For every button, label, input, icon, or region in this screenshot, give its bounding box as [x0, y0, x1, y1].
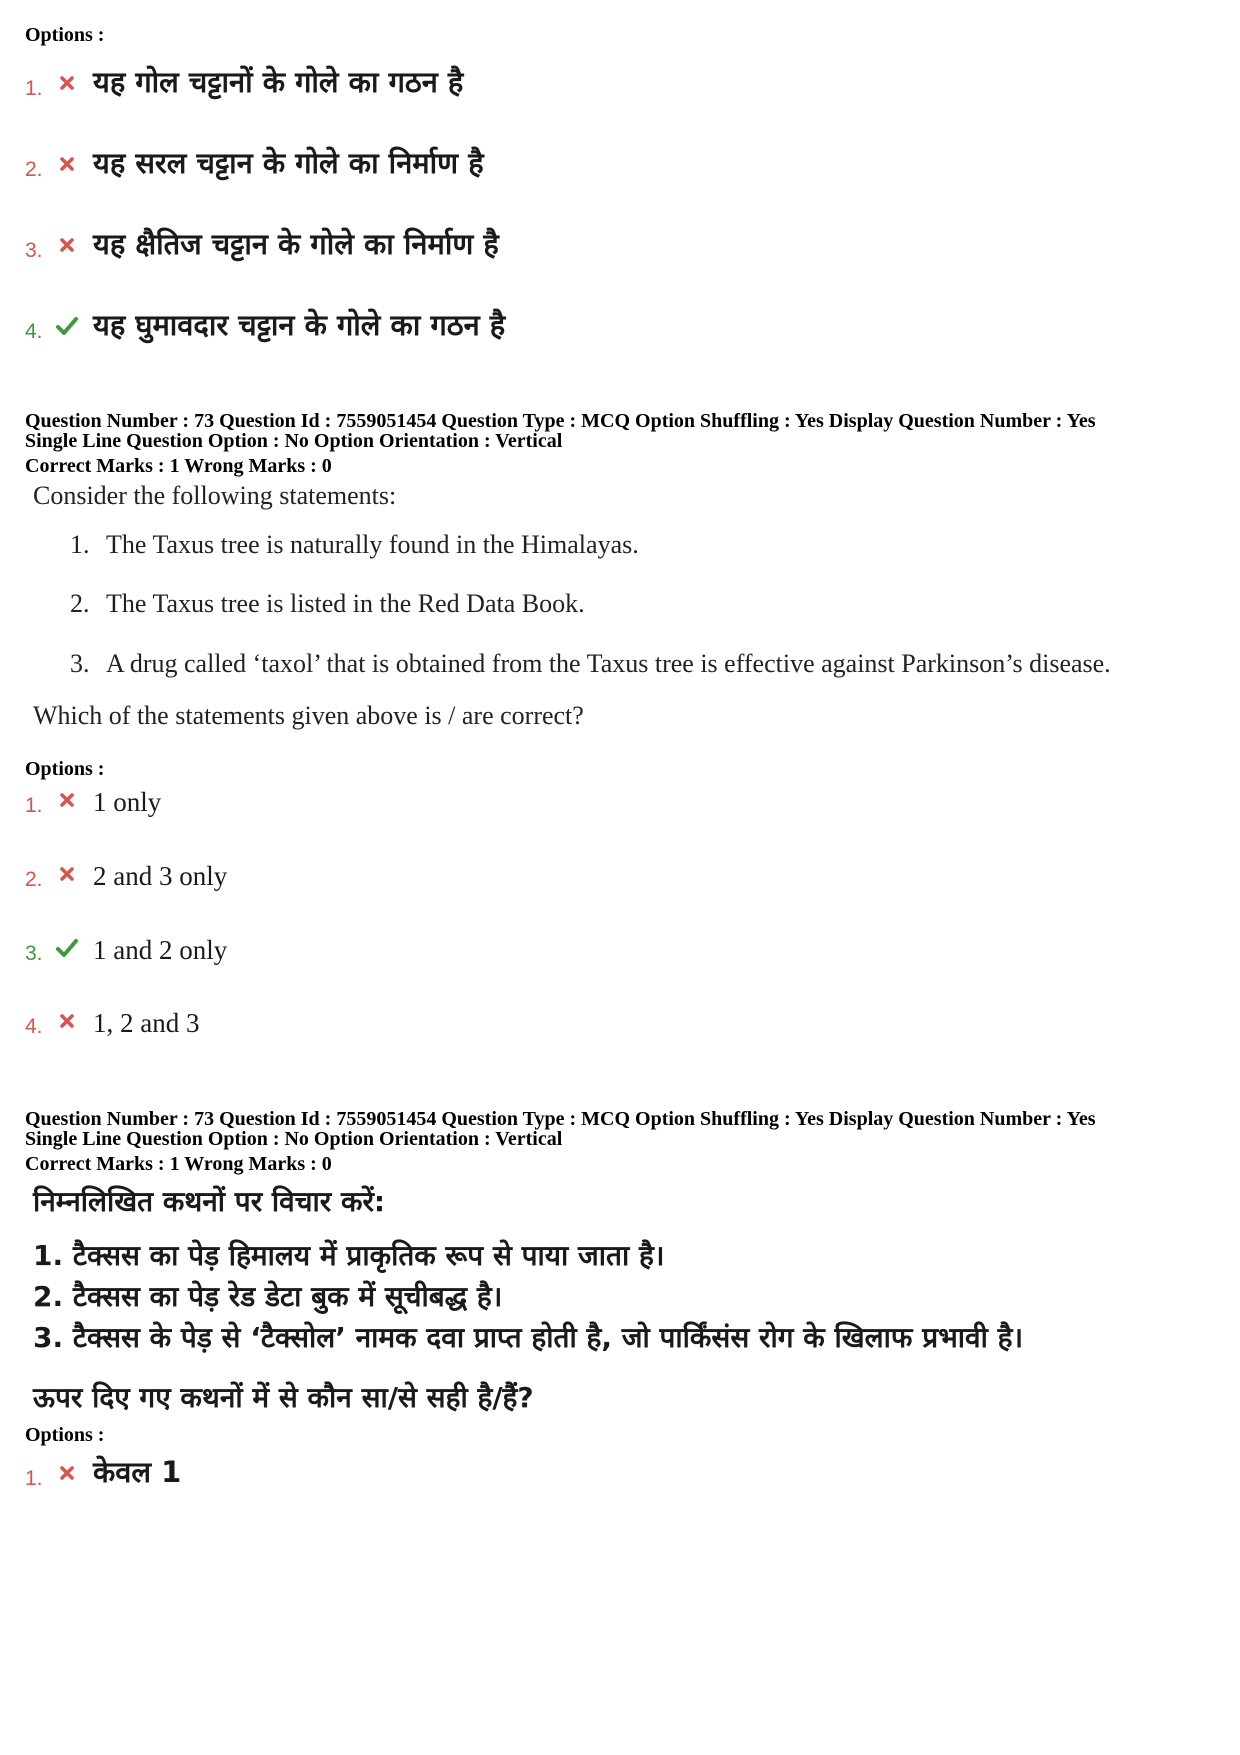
statement-1: 1. टैक्सस का पेड़ हिमालय में प्राकृतिक रूप से पाया जाता है। [33, 1239, 665, 1272]
statement-3: 3. टैक्सस के पेड़ से ‘टैक्सोल’ नामक दवा प्राप्त होती है, जो पार्किंसंस रोग के खिलाफ प्रभावी है। [33, 1321, 1024, 1354]
option-text: 1, 2 and 3 [93, 1008, 200, 1038]
option-number: 1. [25, 77, 43, 100]
option-number: 4. [25, 1015, 43, 1038]
option-text: 2 and 3 only [93, 861, 228, 891]
option-number: 1. [25, 1467, 43, 1490]
question-meta: Question Number : 73 Question Id : 7559051454 Question Type : MCQ Option Shuffling : Yes Display Question Number : Yes [25, 410, 1096, 432]
option-text: यह गोल चट्टानों के गोले का गठन है [93, 65, 464, 99]
option-number: 3. [25, 942, 43, 965]
option-1 [25, 787, 161, 818]
option-3 [25, 224, 499, 263]
question-intro: निम्नलिखित कथनों पर विचार करें: [33, 1185, 386, 1218]
option-number: 2. [25, 158, 43, 181]
cross-icon [55, 862, 79, 886]
cross-icon [55, 152, 79, 176]
statement-text: A drug called ‘taxol’ that is obtained from the Taxus tree is effective against Parkinson’s disease. [106, 649, 1111, 678]
option-1 [25, 62, 463, 101]
statement-2: 2. टैक्सस का पेड़ रेड डेटा बुक में सूचीबद्ध है। [33, 1280, 503, 1313]
options-label: Options : [25, 758, 105, 780]
statement-1 [70, 530, 639, 560]
statement-text: The Taxus tree is naturally found in the Himalayas. [106, 530, 639, 559]
statement-3 [70, 649, 1111, 679]
option-text: यह सरल चट्टान के गोले का निर्माण है [93, 146, 484, 180]
option-2 [25, 143, 484, 182]
statement-2 [70, 589, 585, 619]
question-meta: Single Line Question Option : No Option Orientation : Vertical [25, 430, 563, 452]
marks-line: Correct Marks : 1 Wrong Marks : 0 [25, 455, 332, 477]
option-text: यह क्षैतिज चट्टान के गोले का निर्माण है [93, 227, 499, 261]
option-4 [25, 1008, 199, 1039]
options-label: Options : [25, 1424, 105, 1446]
question-meta: Question Number : 73 Question Id : 7559051454 Question Type : MCQ Option Shuffling : Yes Display Question Number : Yes [25, 1108, 1096, 1130]
question-text: ऊपर दिए गए कथनों में से कौन सा/से सही है/हैं? [33, 1381, 534, 1414]
option-text: केवल 1 [93, 1455, 182, 1489]
cross-icon [55, 788, 79, 812]
options-label: Options : [25, 24, 105, 46]
option-number: 2. [25, 868, 43, 891]
option-text: यह घुमावदार चट्टान के गोले का गठन है [93, 308, 506, 342]
statement-number: 1. [70, 530, 90, 559]
check-icon [55, 314, 79, 338]
marks-line: Correct Marks : 1 Wrong Marks : 0 [25, 1153, 332, 1175]
option-2 [25, 861, 227, 892]
cross-icon [55, 1461, 79, 1485]
option-3 [25, 935, 227, 966]
option-number: 1. [25, 794, 43, 817]
option-4 [25, 305, 505, 344]
question-intro: Consider the following statements: [33, 481, 397, 510]
statement-text: The Taxus tree is listed in the Red Data Book. [106, 589, 585, 618]
question-text: Which of the statements given above is / are correct? [33, 701, 584, 730]
cross-icon [55, 1009, 79, 1033]
check-icon [55, 936, 79, 960]
statement-number: 3. [70, 649, 90, 678]
option-number: 4. [25, 320, 43, 343]
option-number: 3. [25, 239, 43, 262]
question-meta: Single Line Question Option : No Option Orientation : Vertical [25, 1128, 563, 1150]
cross-icon [55, 71, 79, 95]
option-text: 1 only [93, 787, 162, 817]
option-text: 1 and 2 only [93, 935, 228, 965]
option-1 [25, 1452, 181, 1491]
cross-icon [55, 233, 79, 257]
statement-number: 2. [70, 589, 90, 618]
